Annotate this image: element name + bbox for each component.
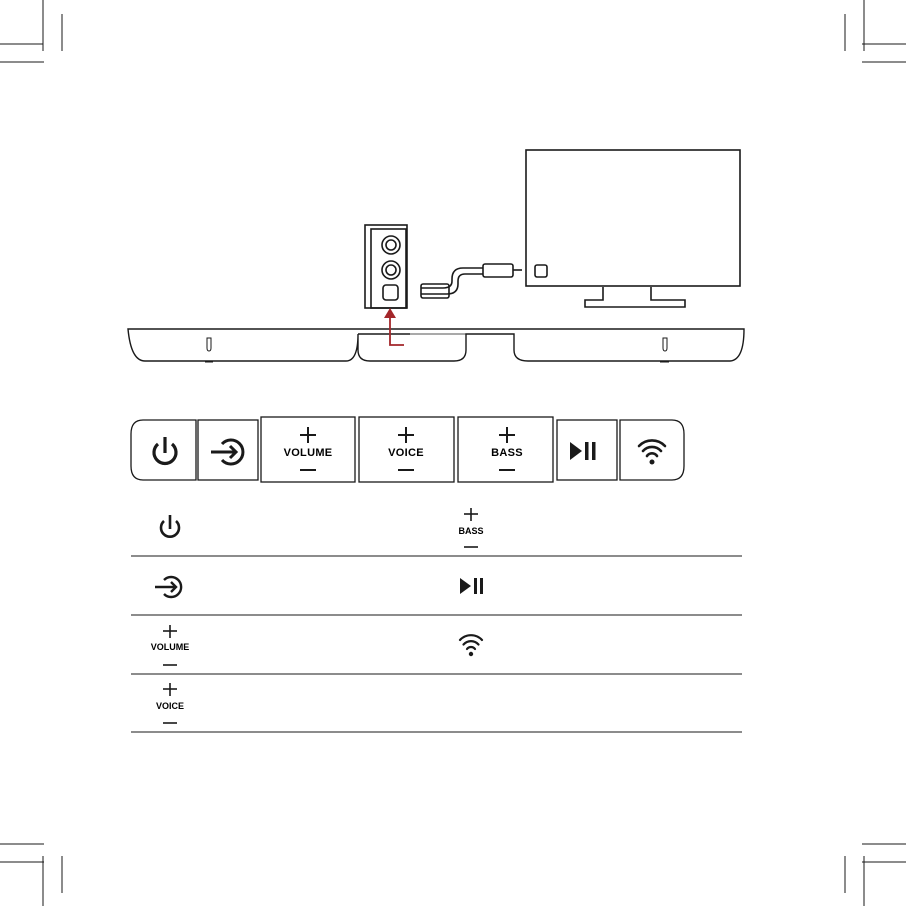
table-voice-label: VOICE	[155, 701, 185, 711]
table-wifi-icon	[460, 635, 482, 656]
panel-voice-label: VOICE	[388, 447, 424, 459]
table-input-source-icon	[155, 577, 181, 597]
table-bass-label: BASS	[458, 526, 484, 536]
table-play-pause-icon	[460, 578, 483, 594]
panel-bass-label: BASS	[491, 447, 523, 459]
table-power-icon	[161, 515, 179, 537]
table-volume-label: VOLUME	[150, 642, 190, 652]
panel-volume-label: VOLUME	[283, 447, 333, 459]
